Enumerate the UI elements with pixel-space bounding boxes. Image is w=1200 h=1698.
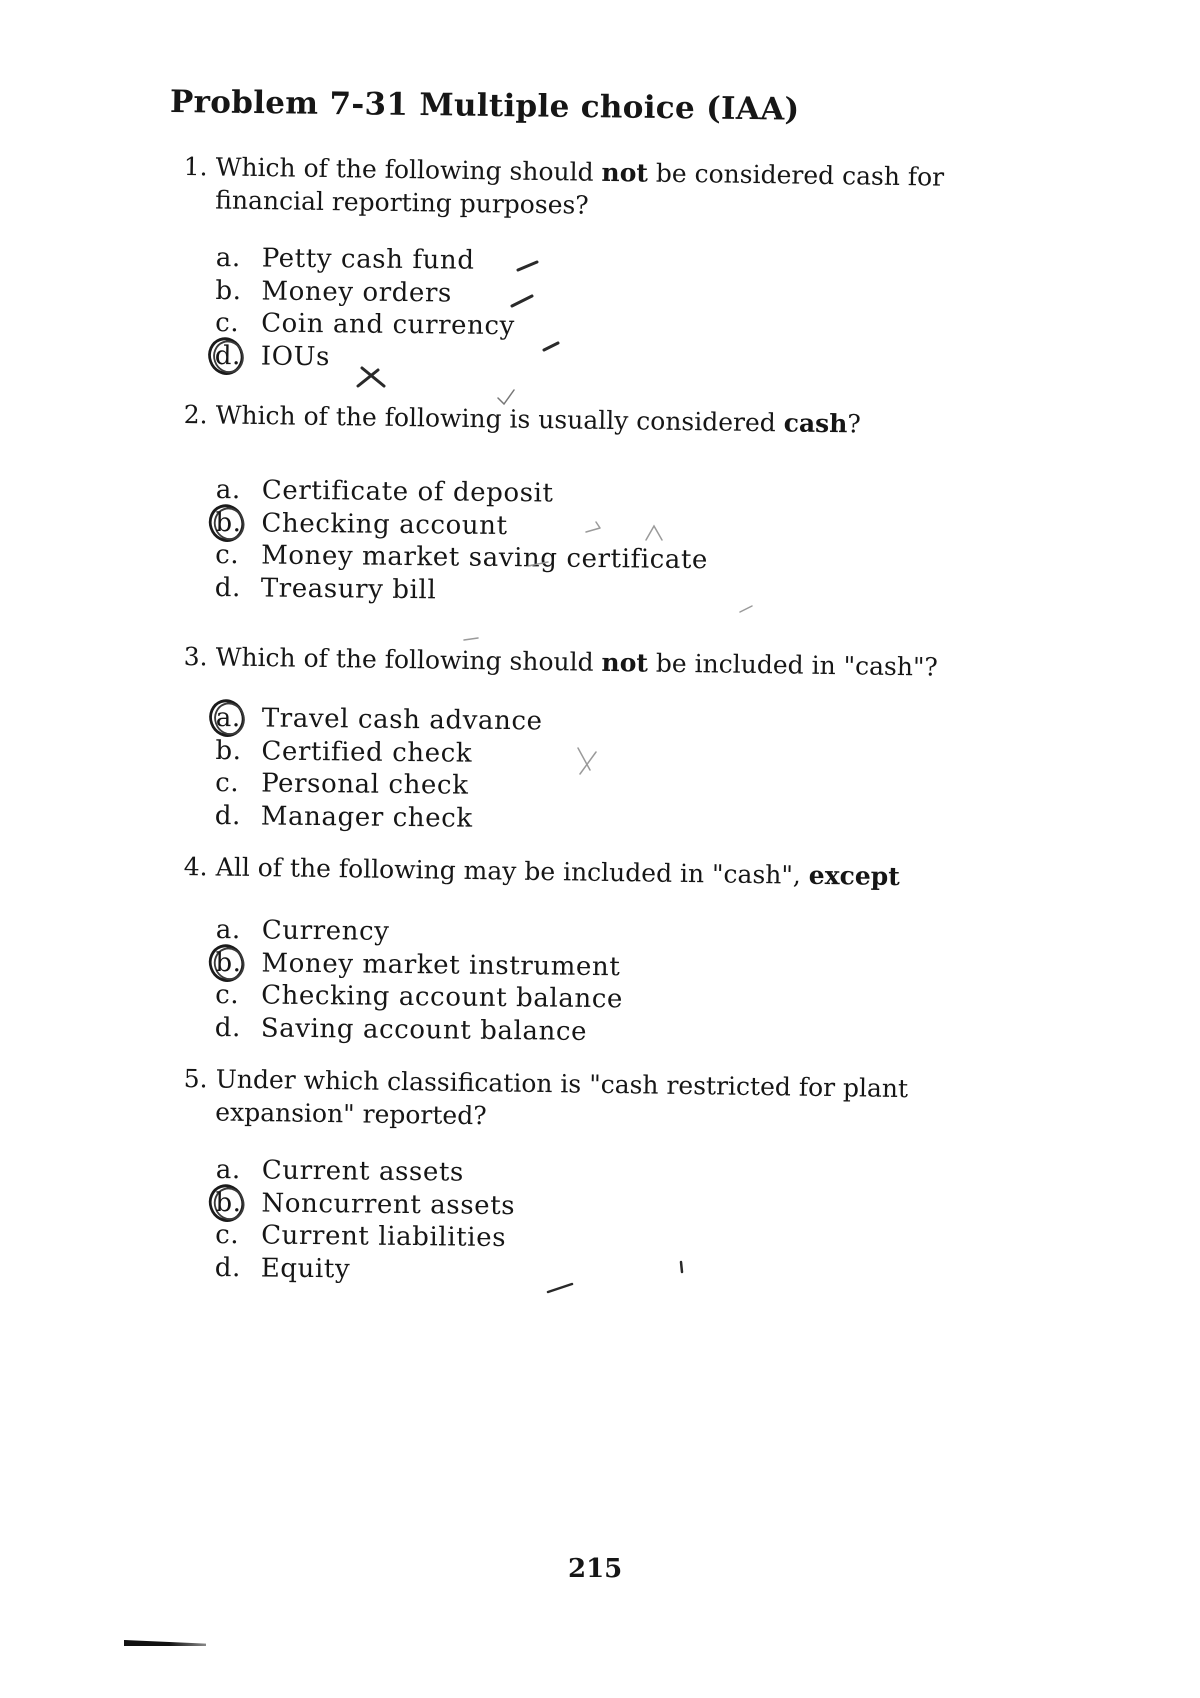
question-number: 1. <box>183 151 208 182</box>
question-number: 5. <box>183 1063 208 1094</box>
option-5b: b. Noncurrent assets <box>215 1186 815 1225</box>
check-mark <box>548 1284 572 1292</box>
faint-mark <box>646 526 662 540</box>
option-4d: d. Saving account balance <box>214 1012 588 1047</box>
faint-mark <box>464 638 478 640</box>
faint-mark <box>740 606 752 612</box>
question-text: Under which classification is "cash restricted for plant expansion" reported? <box>215 1064 909 1131</box>
option-4a: a. Currency <box>215 914 390 947</box>
faint-mark <box>586 522 600 532</box>
option-3a: a. Travel cash advance <box>216 702 816 741</box>
faint-mark <box>528 562 548 566</box>
question-text: Which of the following should not be considered cash for financial reporting purposes? <box>215 152 945 220</box>
option-5a: a. Current assets <box>215 1155 465 1188</box>
option-5c: c. Current liabilities <box>214 1219 507 1254</box>
faint-mark <box>578 748 596 774</box>
question-number: 4. <box>183 851 208 882</box>
page-number: 215 <box>568 1554 623 1584</box>
option-1a: a. Petty cash fund <box>215 242 475 276</box>
problem-title: Problem 7-31 Multiple choice (IAA) <box>169 84 800 128</box>
check-mark <box>544 343 558 350</box>
option-1b: b. Money orders <box>215 275 453 308</box>
cross-mark <box>358 368 384 386</box>
option-4c: c. Checking account balance <box>214 979 624 1015</box>
question-number: 3. <box>183 641 208 672</box>
option-2c: c. Money market saving certificate <box>214 539 709 576</box>
option-3d: d. Manager check <box>214 800 473 834</box>
question-text: Which of the following should not be included in "cash"? <box>215 642 939 682</box>
option-3c: c. Personal check <box>214 767 469 801</box>
question-text: Which of the following is usually considered cash? <box>215 400 862 439</box>
option-2a: a. Certificate of deposit <box>215 474 554 509</box>
option-4b: b. Money market instrument <box>215 946 815 985</box>
option-2b: b. Checking account <box>215 506 815 545</box>
check-mark <box>498 390 514 404</box>
check-mark <box>518 262 537 270</box>
option-5d: d. Equity <box>214 1252 351 1284</box>
question-number: 2. <box>183 399 208 430</box>
option-1c: c. Coin and currency <box>214 307 516 342</box>
option-2d: d. Treasury bill <box>214 572 437 605</box>
option-1d: d. IOUs <box>215 339 815 378</box>
question-text: All of the following may be included in "cash", except <box>215 852 900 891</box>
check-mark <box>512 296 532 306</box>
option-3b: b. Certified check <box>215 735 473 769</box>
dot-mark <box>681 1262 682 1272</box>
